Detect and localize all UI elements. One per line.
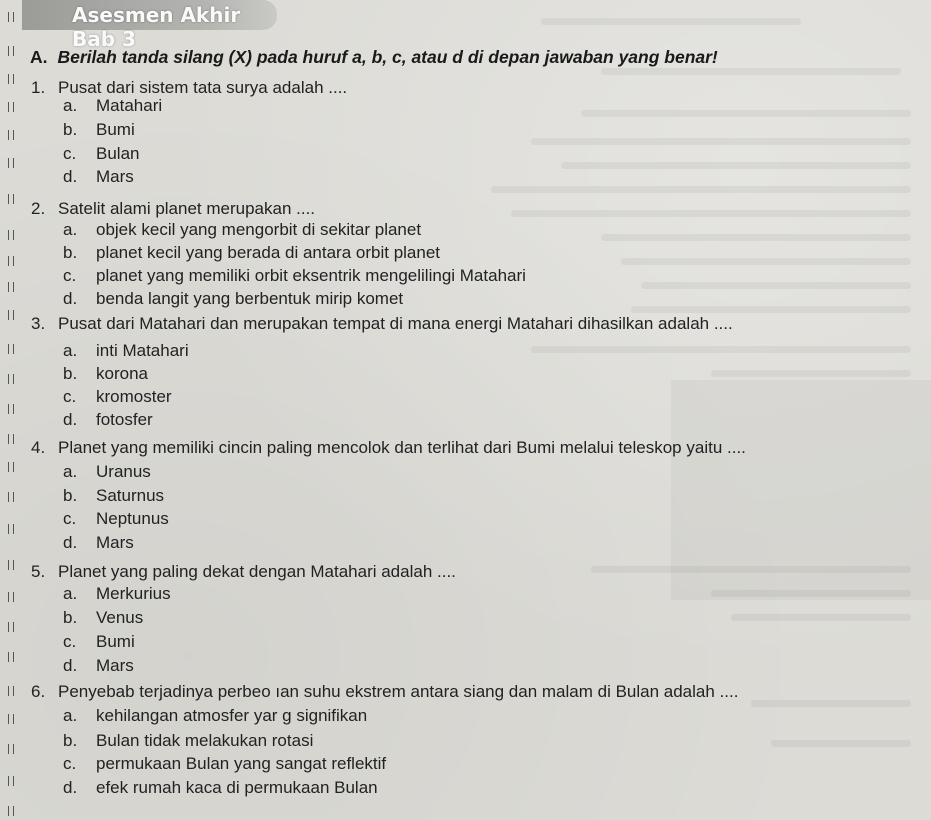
option-5a[interactable] bbox=[63, 584, 171, 604]
question-4 bbox=[31, 438, 746, 458]
option-letter: b. bbox=[63, 243, 78, 262]
option-text: objek kecil yang mengorbit di sekitar planet bbox=[96, 220, 422, 239]
question-text: Satelit alami planet merupakan .... bbox=[58, 199, 316, 218]
option-letter: c. bbox=[63, 632, 77, 651]
option-letter: a. bbox=[63, 220, 78, 239]
option-letter: a. bbox=[63, 96, 78, 115]
page-title: Asesmen Akhir Bab 3 bbox=[72, 3, 241, 51]
option-text: Mars bbox=[96, 656, 134, 675]
option-1c[interactable] bbox=[63, 144, 139, 164]
option-text: Bulan tidak melakukan rotasi bbox=[96, 731, 314, 750]
option-letter: d. bbox=[63, 410, 78, 429]
option-3b[interactable] bbox=[63, 364, 148, 384]
question-number: 6. bbox=[31, 682, 46, 701]
option-4d[interactable] bbox=[63, 533, 134, 553]
option-text: Matahari bbox=[96, 96, 163, 115]
option-letter: a. bbox=[63, 462, 78, 481]
option-6c[interactable] bbox=[63, 754, 386, 774]
option-5c[interactable] bbox=[63, 632, 135, 652]
question-text: Pusat dari Matahari dan merupakan tempat di mana energi Matahari dihasilkan adalah .... bbox=[58, 314, 733, 333]
option-1d[interactable] bbox=[63, 167, 134, 187]
option-letter: a. bbox=[63, 584, 78, 603]
instruction-text: Berilah tanda silang (X) pada huruf a, b, c, atau d di depan jawaban yang benar! bbox=[57, 47, 718, 67]
binding-holes bbox=[8, 0, 16, 820]
option-text: kromoster bbox=[96, 387, 172, 406]
question-text: Planet yang paling dekat dengan Matahari adalah .... bbox=[58, 562, 456, 581]
option-6a[interactable] bbox=[63, 706, 367, 726]
option-4b[interactable] bbox=[63, 486, 164, 506]
option-text: Bulan bbox=[96, 144, 140, 163]
question-3 bbox=[31, 314, 733, 334]
question-number: 1. bbox=[31, 78, 46, 97]
option-text: Venus bbox=[96, 608, 144, 627]
option-4a[interactable] bbox=[63, 462, 151, 482]
option-letter: d. bbox=[63, 289, 78, 308]
question-number: 2. bbox=[31, 199, 46, 218]
option-6d[interactable] bbox=[63, 778, 378, 798]
option-1a[interactable] bbox=[63, 96, 162, 116]
option-text: permukaan Bulan yang sangat reflektif bbox=[96, 754, 387, 773]
option-6b[interactable] bbox=[63, 731, 313, 751]
option-letter: b. bbox=[63, 364, 78, 383]
option-2d[interactable] bbox=[63, 289, 403, 309]
section-label: A. bbox=[30, 47, 48, 67]
option-text: Mars bbox=[96, 167, 134, 186]
option-letter: b. bbox=[63, 731, 78, 750]
option-text: kehilangan atmosfer yar g signifikan bbox=[96, 706, 368, 725]
question-text: Pusat dari sistem tata surya adalah .... bbox=[58, 78, 348, 97]
option-2b[interactable] bbox=[63, 243, 440, 263]
option-letter: d. bbox=[63, 778, 78, 797]
question-number: 5. bbox=[31, 562, 46, 581]
option-1b[interactable] bbox=[63, 120, 135, 140]
question-number: 3. bbox=[31, 314, 46, 333]
option-letter: b. bbox=[63, 486, 78, 505]
option-5d[interactable] bbox=[63, 656, 134, 676]
option-3a[interactable] bbox=[63, 341, 189, 361]
option-3d[interactable] bbox=[63, 410, 153, 430]
option-text: planet yang memiliki orbit eksentrik mengelilingi Matahari bbox=[96, 266, 526, 285]
question-2 bbox=[31, 199, 315, 219]
option-text: Saturnus bbox=[96, 486, 165, 505]
option-letter: d. bbox=[63, 656, 78, 675]
option-3c[interactable] bbox=[63, 387, 172, 407]
option-text: fotosfer bbox=[96, 410, 153, 429]
option-text: Neptunus bbox=[96, 509, 169, 528]
question-number: 4. bbox=[31, 438, 46, 457]
question-text: Planet yang memiliki cincin paling mencolok dan terlihat dari Bumi melalui teleskop yaitu .... bbox=[58, 438, 746, 457]
option-letter: c. bbox=[63, 144, 77, 163]
option-text: inti Matahari bbox=[96, 341, 189, 360]
option-letter: c. bbox=[63, 754, 77, 773]
option-letter: b. bbox=[63, 120, 78, 139]
option-text: planet kecil yang berada di antara orbit planet bbox=[96, 243, 441, 262]
option-text: Merkurius bbox=[96, 584, 171, 603]
option-text: Bumi bbox=[96, 632, 135, 651]
option-letter: a. bbox=[63, 706, 78, 725]
option-5b[interactable] bbox=[63, 608, 143, 628]
option-4c[interactable] bbox=[63, 509, 169, 529]
question-1 bbox=[31, 78, 347, 98]
option-text: efek rumah kaca di permukaan Bulan bbox=[96, 778, 378, 797]
title-banner bbox=[22, 0, 277, 51]
option-text: korona bbox=[96, 364, 148, 383]
question-5 bbox=[31, 562, 456, 582]
option-letter: c. bbox=[63, 266, 77, 285]
option-letter: c. bbox=[63, 387, 77, 406]
option-letter: a. bbox=[63, 341, 78, 360]
option-letter: d. bbox=[63, 167, 78, 186]
option-letter: d. bbox=[63, 533, 78, 552]
option-letter: b. bbox=[63, 608, 78, 627]
option-text: Bumi bbox=[96, 120, 135, 139]
question-text: Penyebab terjadinya perbeo ıan suhu ekstrem antara siang dan malam di Bulan adalah .... bbox=[58, 682, 739, 701]
option-text: Uranus bbox=[96, 462, 151, 481]
option-text: benda langit yang berbentuk mirip komet bbox=[96, 289, 404, 308]
option-text: Mars bbox=[96, 533, 134, 552]
question-6 bbox=[31, 682, 738, 702]
option-letter: c. bbox=[63, 509, 77, 528]
option-2c[interactable] bbox=[63, 266, 526, 286]
option-2a[interactable] bbox=[63, 220, 421, 240]
section-instruction bbox=[30, 47, 718, 68]
